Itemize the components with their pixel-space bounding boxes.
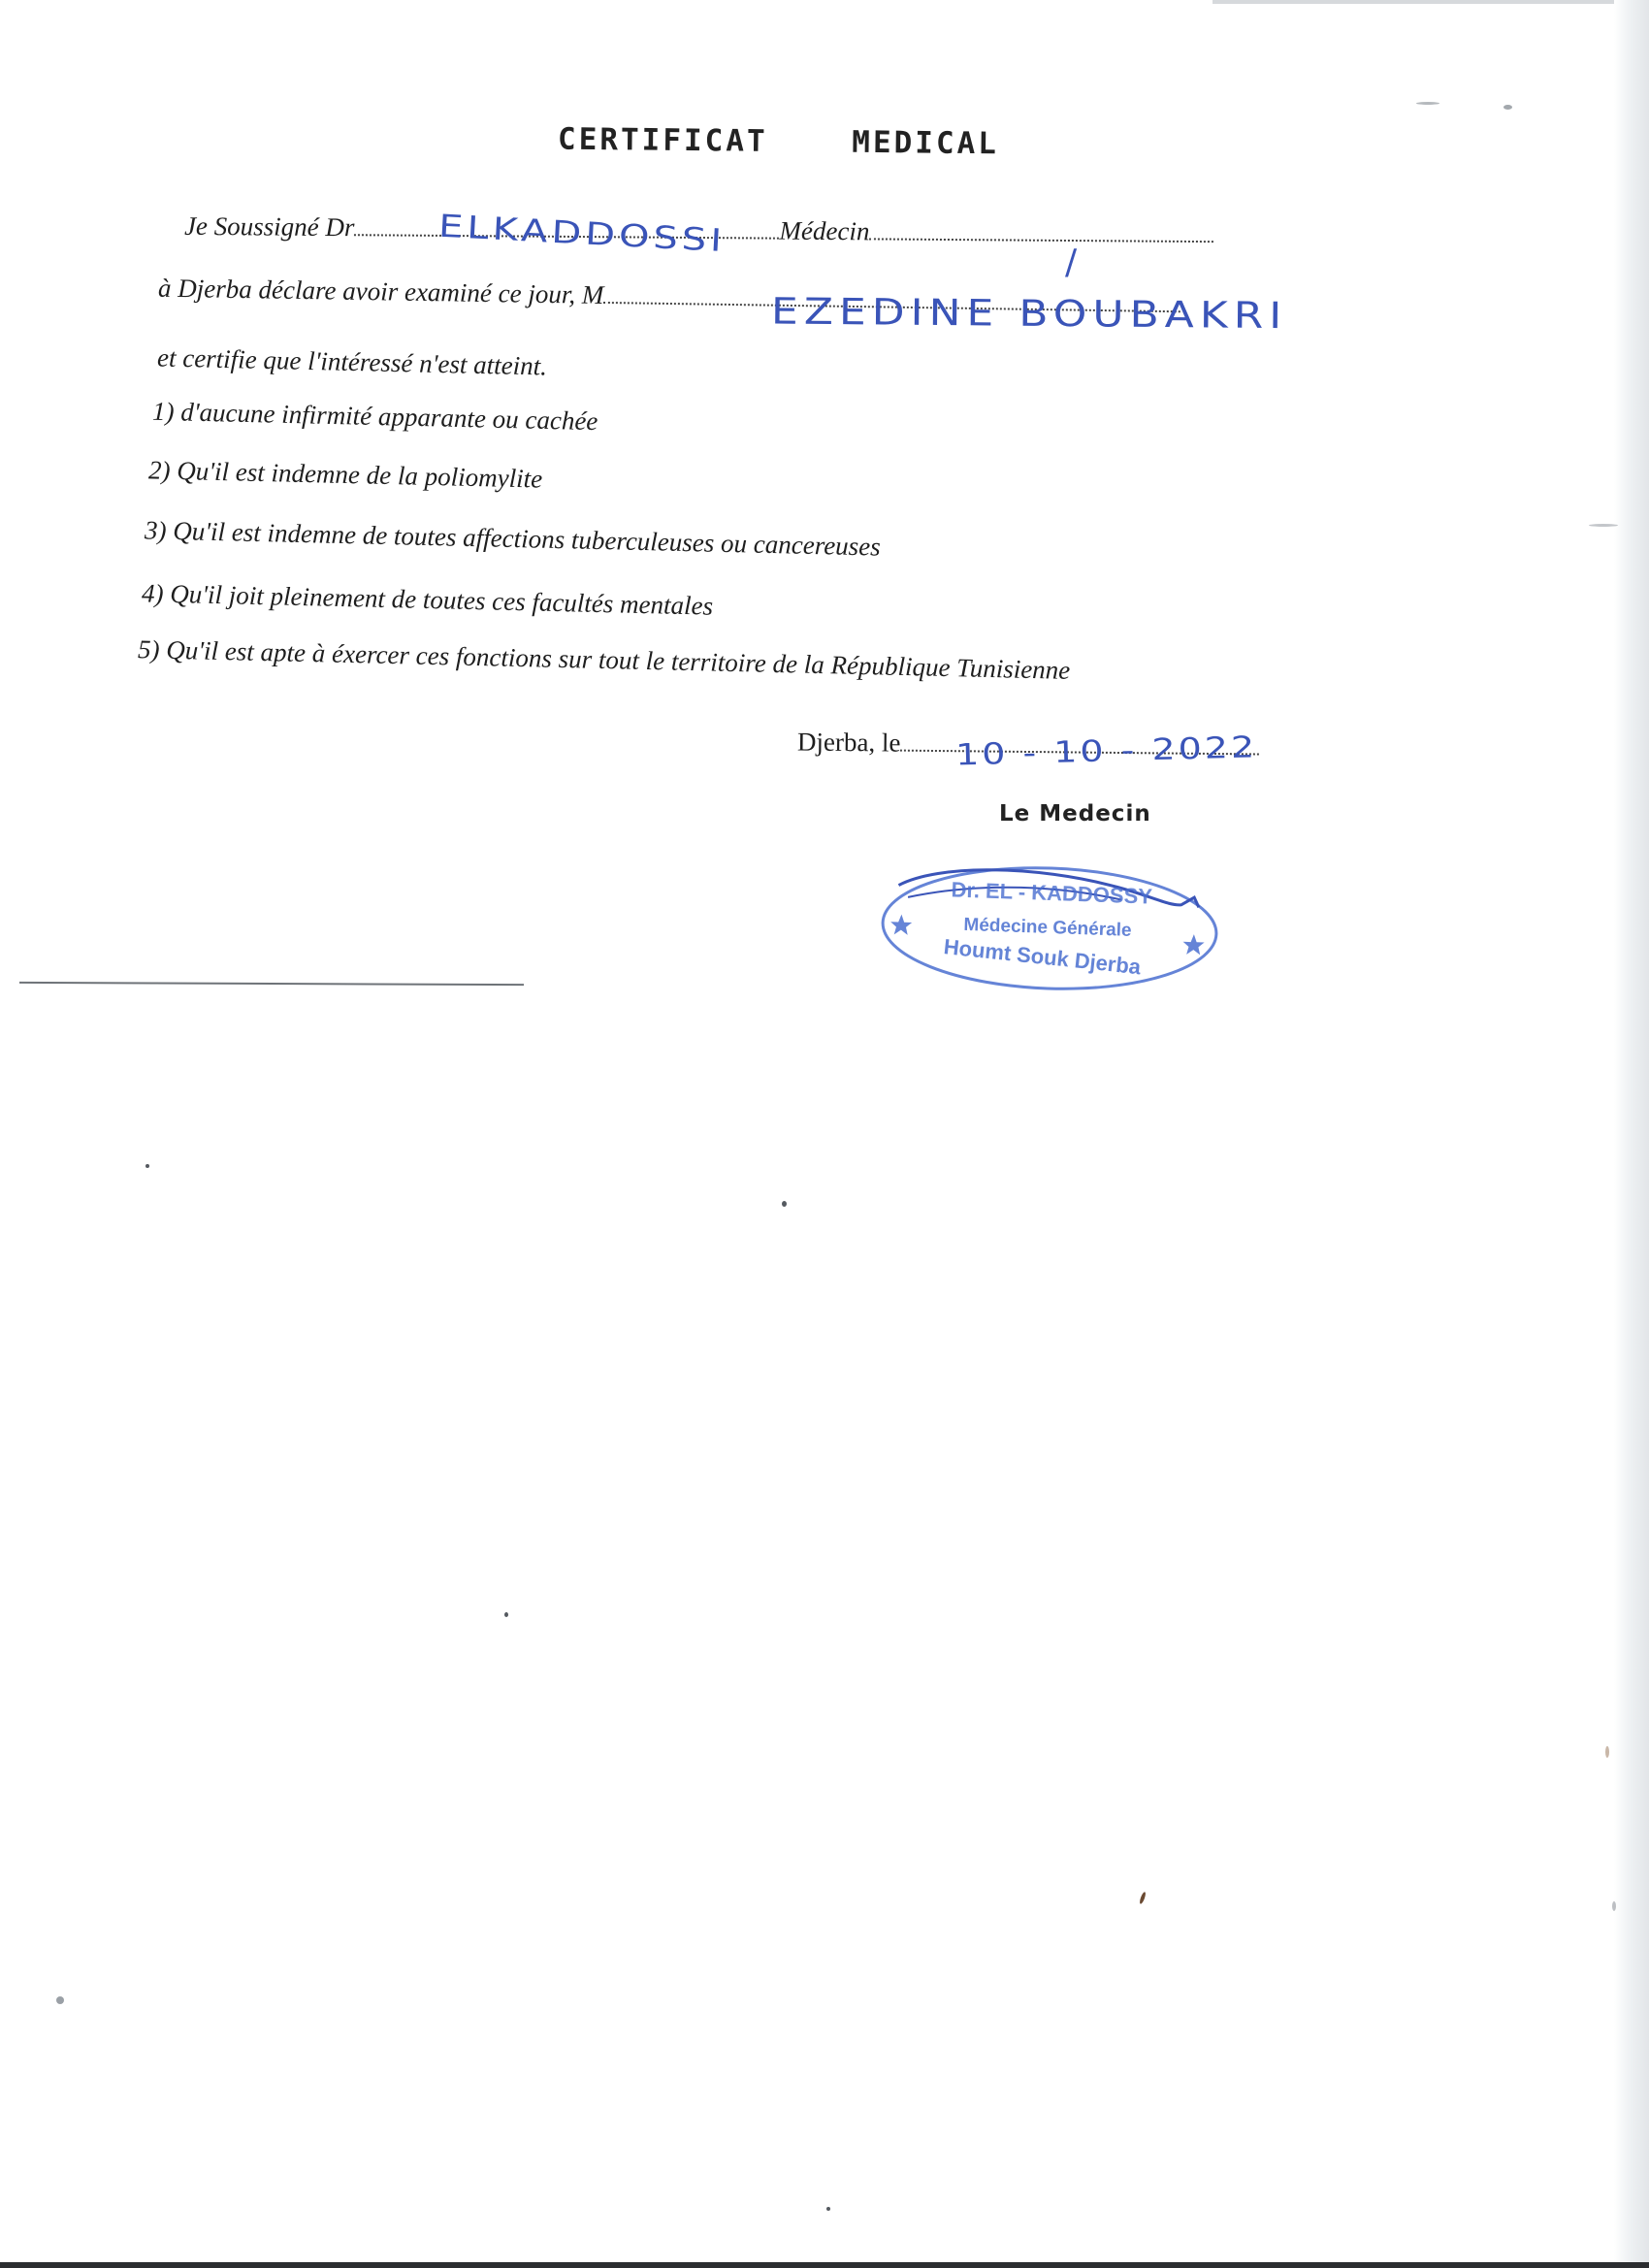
- certificate-item-2: 2) Qu'il est indemne de la poliomylite: [147, 455, 543, 494]
- scan-speck: [1504, 105, 1512, 110]
- certificate-item-5: 5) Qu'il est apte à éxercer ces fonctions sur tout le territoire de la République Tunisienne: [137, 634, 1071, 685]
- stamp-line-1: Dr. EL - KADDOSSY: [951, 877, 1153, 909]
- scan-top-edge: [1212, 0, 1649, 4]
- certificate-item-3: 3) Qu'il est indemne de toutes affections tuberculeuses ou cancereuses: [144, 515, 882, 562]
- scan-speck: [504, 1612, 508, 1617]
- line2-prefix: à Djerba déclare avoir examiné ce jour, M: [157, 273, 604, 309]
- scan-right-edge: [1614, 0, 1649, 2268]
- scan-speck: [826, 2207, 830, 2211]
- scan-speck: [56, 1996, 64, 2004]
- signer-label: Le Medecin: [999, 801, 1151, 826]
- scan-speck: [146, 1164, 149, 1168]
- scan-speck: [1605, 1746, 1609, 1758]
- scan-speck: [1139, 1892, 1147, 1905]
- stamp-star-right-icon: [1182, 934, 1205, 956]
- stamp-star-left-icon: [890, 914, 913, 935]
- place-date-prefix: Djerba, le: [796, 727, 901, 758]
- paper-fold-line: [19, 982, 524, 986]
- certificate-item-4: 4) Qu'il joit pleinement de toutes ces facultés mentales: [141, 578, 714, 621]
- certificate-item-1: 1) d'aucune infirmité apparante ou cachée: [151, 396, 598, 437]
- scan-speck: [782, 1201, 787, 1207]
- scan-bottom-edge: [0, 2262, 1649, 2268]
- scan-speck: [1416, 102, 1439, 105]
- stamp-line-2: Médecine Générale: [963, 914, 1132, 941]
- scan-speck: [1612, 1901, 1616, 1911]
- line1-prefix: Je Soussigné Dr: [183, 211, 355, 243]
- declaration-line-3: et certifie que l'intéressé n'est atteint.: [156, 342, 548, 381]
- handwritten-doctor-name: ELKADDOSSI: [437, 208, 727, 260]
- specialty-dotted-line: [869, 232, 1213, 243]
- line1-medecin: Médecin: [779, 215, 870, 246]
- handwritten-date: 10 - 10 - 2022: [954, 729, 1258, 772]
- handwritten-patient-name: EZEDINE BOUBAKRI: [770, 290, 1288, 338]
- scan-speck: [1589, 524, 1618, 527]
- handwritten-specialty-mark: /: [1065, 243, 1083, 282]
- stamp-line-3: Houmt Souk Djerba: [942, 934, 1143, 980]
- document-title: CERTIFICAT MEDICAL: [557, 121, 1000, 162]
- doctor-stamp: [876, 858, 1224, 1000]
